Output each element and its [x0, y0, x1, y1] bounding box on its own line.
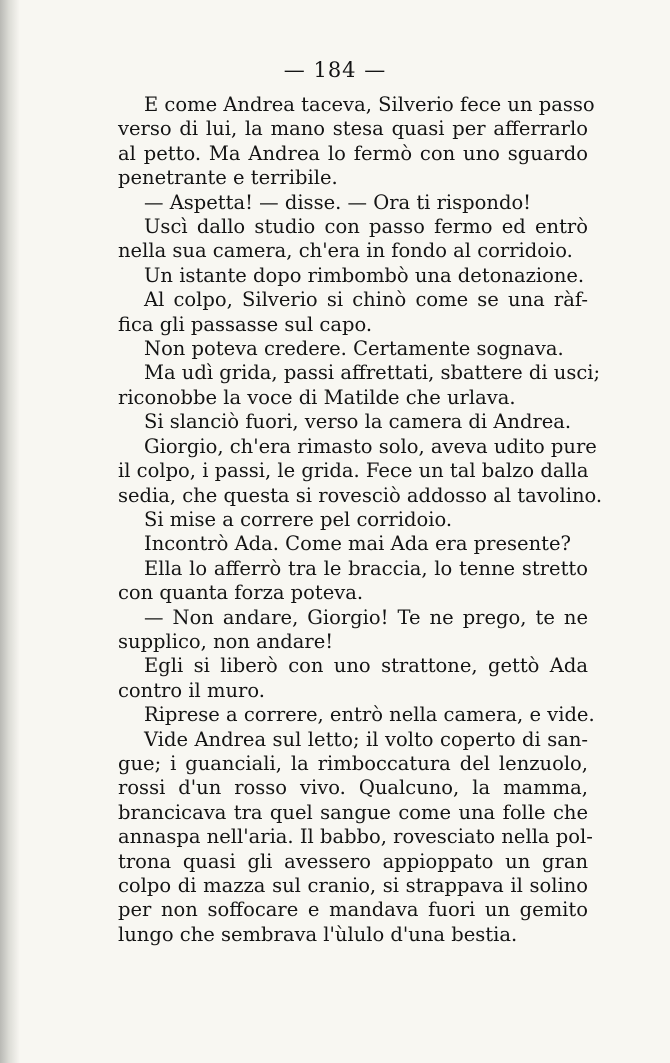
text-line: Al colpo, Silverio si chinò come se una ràf-	[144, 288, 588, 312]
text-line: con quanta forza poteva.	[118, 581, 364, 605]
text-line: brancicava tra quel sangue come una folle che	[118, 800, 588, 824]
text-line: contro il muro.	[118, 678, 265, 702]
text-line: Ma udì grida, passi affrettati, sbattere di usci;	[144, 361, 601, 385]
text-line: verso di lui, la mano stesa quasi per afferrarlo	[118, 117, 588, 141]
text-line: Giorgio, ch'era rimasto solo, aveva udito pure	[144, 434, 597, 458]
text-line: nella sua camera, ch'era in fondo al corridoio.	[118, 239, 573, 263]
text-line: annaspa nell'aria. Il babbo, rovesciato nella pol-	[118, 825, 593, 849]
text-line: Incontrò Ada. Come mai Ada era presente?	[144, 532, 571, 556]
text-line: — Aspetta! — disse. — Ora ti rispondo!	[144, 190, 532, 214]
text-line: Si mise a correre pel corridoio.	[144, 507, 453, 531]
text-line: rossi d'un rosso vivo. Qualcuno, la mamma,	[118, 776, 588, 800]
text-line: colpo di mazza sul cranio, si strappava il solino	[118, 874, 588, 897]
text-line: lungo che sembrava l'ùlulo d'una bestia.	[118, 922, 518, 946]
text-line: sedia, che questa si rovesciò addosso al tavolino.	[118, 483, 603, 507]
text-line: Non poteva credere. Certamente sognava.	[144, 337, 564, 361]
text-line: Uscì dallo studio con passo fermo ed entrò	[144, 215, 588, 239]
text-line: Si slanciò fuori, verso la camera di Andrea.	[144, 410, 572, 434]
page-number-header: — 184 —	[283, 58, 387, 82]
text-line: Ella lo afferrò tra le braccia, lo tenne stretto	[144, 556, 588, 580]
text-line: il colpo, i passi, le grida. Fece un tal balzo dalla	[118, 459, 589, 483]
text-line: Vide Andrea sul letto; il volto coperto di san-	[144, 727, 588, 751]
text-line: Un istante dopo rimbombò una detonazione.	[144, 263, 585, 287]
text-line: al petto. Ma Andrea lo fermò con uno sguardo	[118, 141, 588, 165]
text-line: riconobbe la voce di Matilde che urlava.	[118, 385, 516, 409]
text-line: penetrante e terribile.	[118, 166, 338, 190]
text-line: per non soffocare e mandava fuori un gemito	[118, 898, 588, 922]
text-line: gue; i guanciali, la rimboccatura del lenzuolo,	[118, 751, 588, 775]
text-line: supplico, non andare!	[118, 629, 334, 653]
body-text	[118, 93, 603, 947]
text-line: Riprese a correre, entrò nella camera, e vide.	[144, 703, 595, 727]
text-line: Egli si liberò con uno strattone, gettò Ada	[144, 654, 588, 678]
text-line: fica gli passasse sul capo.	[118, 312, 373, 336]
text-line: trona quasi gli avessero appioppato un gran	[118, 849, 588, 873]
text-line: — Non andare, Giorgio! Te ne prego, te ne	[144, 605, 588, 629]
text-line: E come Andrea taceva, Silverio fece un passo	[144, 93, 595, 116]
